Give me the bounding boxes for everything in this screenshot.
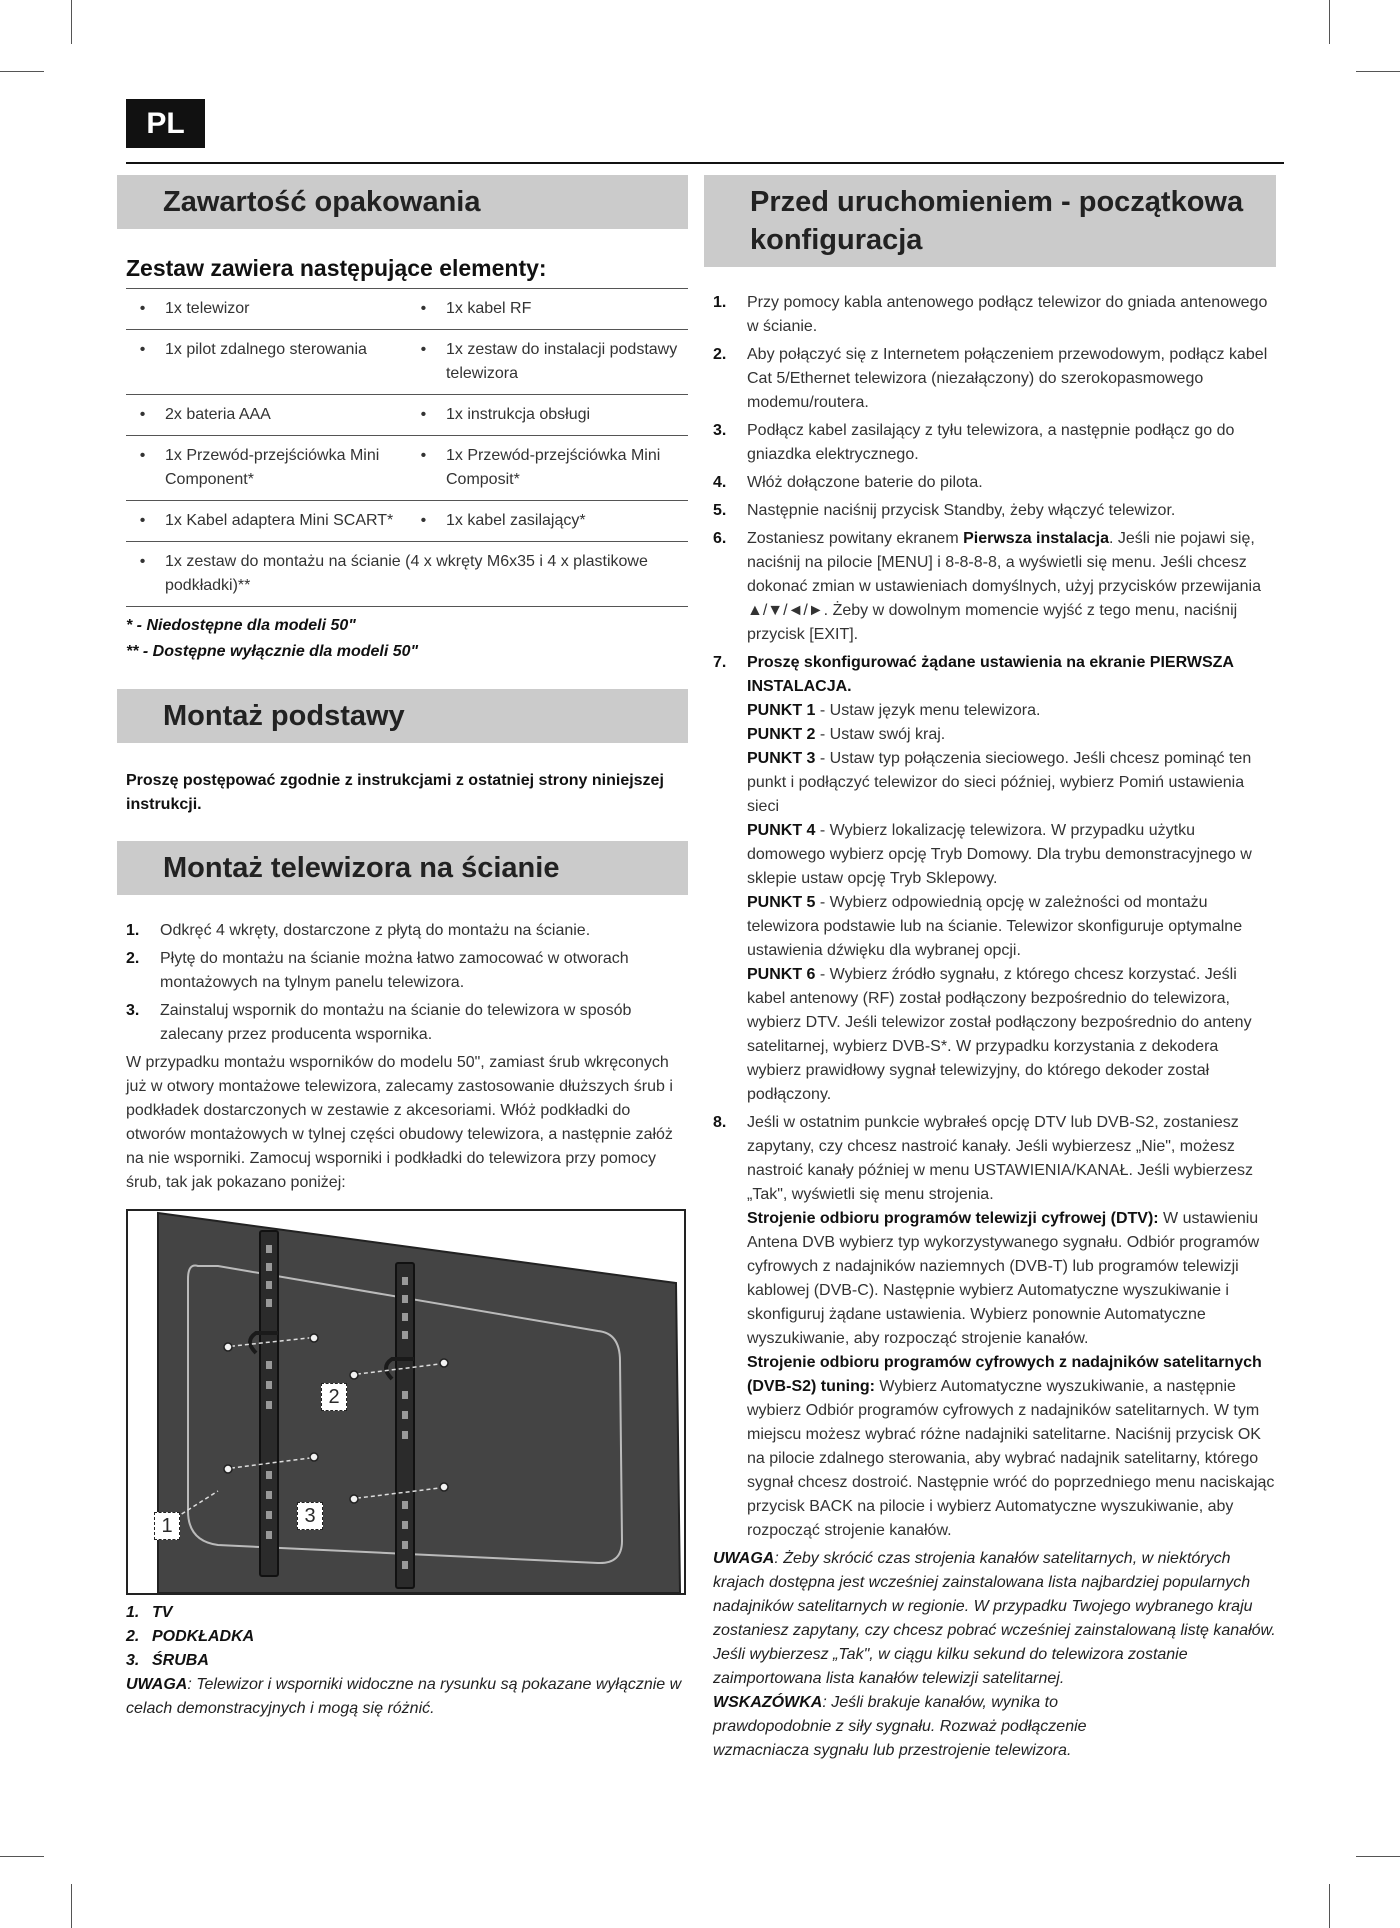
- callout-label-3: 3: [297, 1502, 323, 1530]
- table-row: [126, 436, 688, 501]
- step-heading: Proszę skonfigurować żądane ustawienia na ekranie PIERWSZA INSTALACJA.: [747, 654, 1234, 695]
- point-label: PUNKT 6: [747, 966, 816, 983]
- list-item: [713, 471, 1276, 495]
- footnote: ** - Dostępne wyłącznie dla modeli 50": [126, 643, 419, 660]
- point-text: - Ustaw typ połączenia sieciowego. Jeśli chcesz pominąć ten punkt i podłączyć telewizor do sieci później, wybierz Pomiń ustawienia sieci: [747, 750, 1252, 815]
- crop-mark: [0, 1856, 44, 1857]
- list-item: [713, 1111, 1276, 1543]
- point-label: PUNKT 2: [747, 726, 816, 743]
- bullet: •: [126, 289, 165, 330]
- point-5: [747, 891, 1276, 963]
- point-2: [747, 723, 1276, 747]
- table-row: [126, 542, 688, 607]
- tv-bracket-drawing: [128, 1211, 684, 1593]
- setup-steps: [713, 291, 1276, 1543]
- point-text: - Wybierz odpowiednią opcję w zależności od montażu telewizora podstawie lub na ścianie. Telewizor skonfiguruje optymalne ustawienia dźwięku dla wybranej opcji.: [747, 894, 1243, 959]
- table-cell: 1x kabel zasilający*: [446, 501, 688, 542]
- crop-mark: [1356, 71, 1400, 72]
- list-item: [713, 291, 1276, 339]
- step-emphasis: Pierwsza instalacja: [963, 530, 1109, 547]
- bullet: •: [407, 289, 446, 330]
- bullet: •: [126, 436, 165, 501]
- satellite-tuning: [747, 1351, 1276, 1543]
- point-label: PUNKT 4: [747, 822, 816, 839]
- bullet: •: [126, 501, 165, 542]
- table-cell: 1x kabel RF: [446, 289, 688, 330]
- subsection-label: Strojenie odbioru programów cyfrowych z nadajników satelitarnych (DVB-S2) tuning:: [747, 1354, 1262, 1395]
- step-text: Podłącz kabel zasilający z tyłu telewizora, a następnie podłącz go do gniazdka elektrycznego.: [747, 422, 1235, 463]
- tip-label: WSKAZÓWKA: [713, 1694, 823, 1711]
- step-text: Włóż dołączone baterie do pilota.: [747, 474, 983, 491]
- subsection-text: W ustawieniu Antena DVB wybierz typ wykorzystywanego sygnału. Odbiór programów cyfrowych z nadajników naziemnych (DVB-T) lub programów telewizji kablowej (DVB-C). Następnie wybierz Automatyczne wyszukiwanie i skonfiguruj żądane ustawienia. Wybierz ponownie Automatyczne wyszukiwanie, aby rozpocząć strojenie kanałów.: [747, 1210, 1260, 1347]
- legend-label: TV: [152, 1604, 173, 1621]
- stand-instructions: Proszę postępować zgodnie z instrukcjami z ostatniej strony niniejszej instrukcji.: [126, 772, 664, 813]
- point-1: [747, 699, 1276, 723]
- legend-item: [126, 1625, 688, 1649]
- point-text: - Wybierz lokalizację telewizora. W przypadku użytku domowego wybierz opcję Tryb Domowy. Dla trybu demonstracyjnego w sklepie ustaw opcję Tryb Sklepowy.: [747, 822, 1252, 887]
- point-text: - Wybierz źródło sygnału, z którego chcesz korzystać. Jeśli kabel antenowy (RF) został podłączony bezpośrednio do telewizora, wybierz DTV. Jeśli telewizor został podłączony bezpośrednio do anteny satelitarnej, wybierz DVB-S*. W przypadku korzystania z dekodera wybierz prawidłowy sygnał telewizyjny, do którego dekoder został podłączony.: [747, 966, 1252, 1103]
- step-text: Zainstaluj wspornik do montażu na ścianie do telewizora w sposób zalecany przez producenta wspornika.: [160, 1002, 632, 1043]
- crop-mark: [71, 0, 72, 44]
- crop-mark: [1329, 1884, 1330, 1928]
- step-number: 3.: [713, 422, 727, 439]
- legend-label: ŚRUBA: [152, 1652, 209, 1669]
- wall-mount-paragraph: W przypadku montażu wsporników do modelu 50", zamiast śrub wkręconych już w otwory montażowe telewizora, zalecamy zastosowanie dłuższych śrub i podkładek dostarczonych w zestawie z akcesoriami. Włóż podkładki do otworów montażowych w tylnej części obudowy telewizora, a następnie załóż na nie wsporniki. Zamocuj wsporniki i podkładki do telewizora przy pomocy śrub, tak jak pokazano poniżej:: [126, 1054, 673, 1191]
- table-cell: 1x Przewód-przejściówka Mini Composit*: [446, 436, 688, 501]
- kit-table: [126, 288, 688, 607]
- list-item: [713, 527, 1276, 647]
- bullet: •: [407, 436, 446, 501]
- list-item: [713, 343, 1276, 415]
- list-item: [713, 499, 1276, 523]
- wall-mount-steps: [126, 919, 688, 1047]
- legend-number: 3.: [126, 1652, 140, 1669]
- table-cell: 1x zestaw do montażu na ścianie (4 x wkręty M6x35 i 4 x plastikowe podkładki)**: [165, 542, 688, 607]
- note-text: : Telewizor i wsporniki widoczne na rysunku są pokazane wyłącznie w celach demonstracyjnych i mogą się różnić.: [126, 1676, 682, 1717]
- section-title-stand: Montaż podstawy: [117, 689, 688, 743]
- note-text: : Żeby skrócić czas strojenia kanałów satelitarnych, w niektórych krajach dostępna jest wcześniej zainstalowana lista najbardziej popularnych nadajników satelitarnych w regionie. W przypadku Twojego wybranego kraju zostaniesz zapytany, czy chcesz pobrać wcześniej zainstalowaną listę kanałów. Jeśli wybierzesz „Tak", w ciągu kilku sekund do telewizora zostanie zaimportowana lista kanałów telewizji satelitarnej.: [713, 1550, 1276, 1687]
- point-label: PUNKT 3: [747, 750, 816, 767]
- table-cell: 1x telewizor: [165, 289, 407, 330]
- bullet: •: [126, 395, 165, 436]
- legend-label: PODKŁADKA: [152, 1628, 255, 1645]
- note-label: UWAGA: [713, 1550, 775, 1567]
- legend-item: [126, 1601, 688, 1625]
- step-text: . Jeśli nie pojawi się, naciśnij na pilocie [MENU] i 8-8-8-8, a wyświetli się menu. Jeśli chcesz dokonać zmian w ustawieniach domyślnych, użyj przycisków przewijania ▲/▼/◄/►. Żeby w dowolnym momencie wyjść z tego menu, naciśnij przycisk [EXIT].: [747, 530, 1261, 643]
- step-number: 6.: [713, 530, 727, 547]
- step-text: Płytę do montażu na ścianie można łatwo zamocować w otworach montażowych na tylnym panelu telewizora.: [160, 950, 629, 991]
- callout-label-2: 2: [321, 1383, 347, 1411]
- table-cell: 1x Kabel adaptera Mini SCART*: [165, 501, 407, 542]
- point-text: - Ustaw język menu telewizora.: [815, 702, 1041, 719]
- step-number: 1.: [713, 294, 727, 311]
- bullet: •: [407, 395, 446, 436]
- step-text: Jeśli w ostatnim punkcie wybrałeś opcję DTV lub DVB-S2, zostaniesz zapytany, czy chcesz nastroić kanały. Jeśli wybierzesz „Nie", możesz nastroić kanały później w menu USTAWIENIA/KANAŁ. Jeśli wybierzesz „Tak", wyświetli się menu strojenia.: [747, 1114, 1253, 1203]
- right-column: [704, 175, 1276, 1763]
- subsection-label: Strojenie odbioru programów telewizji cyfrowej (DTV):: [747, 1210, 1159, 1227]
- step-text: Następnie naciśnij przycisk Standby, żeby włączyć telewizor.: [747, 502, 1176, 519]
- table-cell: 1x zestaw do instalacji podstawy telewizora: [446, 330, 688, 395]
- list-item: [126, 999, 688, 1047]
- crop-mark: [1356, 1856, 1400, 1857]
- section-title-initial-setup: Przed uruchomieniem - początkowa konfiguracja: [704, 175, 1276, 267]
- bullet: •: [126, 330, 165, 395]
- crop-mark: [0, 71, 44, 72]
- step-number: 2.: [126, 950, 140, 967]
- section-title-wall-mount: Montaż telewizora na ścianie: [117, 841, 688, 895]
- bullet: •: [407, 330, 446, 395]
- table-row: [126, 501, 688, 542]
- point-4: [747, 819, 1276, 891]
- dtv-tuning: [747, 1207, 1276, 1351]
- header-rule: [126, 162, 1284, 164]
- point-6: [747, 963, 1276, 1107]
- step-text: Odkręć 4 wkręty, dostarczone z płytą do montażu na ścianie.: [160, 922, 591, 939]
- left-column: [117, 175, 688, 1721]
- step-text: Aby połączyć się z Internetem połączeniem przewodowym, podłącz kabel Cat 5/Ethernet telewizora (niezałączony) do szerokopasmowego modemu/routera.: [747, 346, 1268, 411]
- figure-legend: [126, 1601, 688, 1673]
- crop-mark: [71, 1884, 72, 1928]
- footnote: * - Niedostępne dla modeli 50": [126, 617, 356, 634]
- crop-mark: [1329, 0, 1330, 44]
- satellite-note: [713, 1547, 1276, 1691]
- table-row: [126, 289, 688, 330]
- step-number: 2.: [713, 346, 727, 363]
- table-cell: 1x Przewód-przejściówka Mini Component*: [165, 436, 407, 501]
- list-item: [126, 919, 688, 943]
- step-number: 5.: [713, 502, 727, 519]
- figure-note: [126, 1673, 688, 1721]
- legend-number: 1.: [126, 1604, 140, 1621]
- step-number: 3.: [126, 1002, 140, 1019]
- language-badge: PL: [126, 99, 205, 148]
- list-item: [713, 419, 1276, 467]
- step-number: 7.: [713, 654, 727, 671]
- point-label: PUNKT 1: [747, 702, 816, 719]
- kit-heading: Zestaw zawiera następujące elementy:: [126, 255, 547, 281]
- step-number: 1.: [126, 922, 140, 939]
- bullet: •: [407, 501, 446, 542]
- table-cell: 2x bateria AAA: [165, 395, 407, 436]
- legend-number: 2.: [126, 1628, 140, 1645]
- table-cell: 1x pilot zdalnego sterowania: [165, 330, 407, 395]
- wall-mount-illustration: [126, 1209, 686, 1595]
- table-row: [126, 395, 688, 436]
- subsection-text: Wybierz Automatyczne wyszukiwanie, a następnie wybierz Odbiór programów cyfrowych z nadajników satelitarnych. W tym miejscu możesz wybrać różne nadajniki satelitarne. Naciśnij przycisk OK na pilocie zdalnego sterowania, aby wybrać nadajnik satelitarny, którego sygnał chcesz dostroić. Następnie wróć do poprzedniego menu naciskając przycisk BACK na pilocie i wybierz Automatyczne wyszukiwanie, aby rozpocząć strojenie kanałów.: [747, 1378, 1275, 1539]
- step-number: 8.: [713, 1114, 727, 1131]
- bullet: •: [126, 542, 165, 607]
- list-item: [713, 651, 1276, 1107]
- legend-item: [126, 1649, 688, 1673]
- table-row: [126, 330, 688, 395]
- callout-label-1: 1: [154, 1512, 180, 1540]
- tip-text: : Jeśli brakuje kanałów, wynika to prawdopodobnie z siły sygnału. Rozważ podłączenie wzmacniacza sygnału lub przestrojenie telewizora.: [713, 1694, 1087, 1759]
- point-3: [747, 747, 1276, 819]
- point-label: PUNKT 5: [747, 894, 816, 911]
- step-text: Przy pomocy kabla antenowego podłącz telewizor do gniada antenowego w ścianie.: [747, 294, 1268, 335]
- table-cell: 1x instrukcja obsługi: [446, 395, 688, 436]
- tip-note: [713, 1691, 1093, 1763]
- note-label: UWAGA: [126, 1676, 188, 1693]
- point-text: - Ustaw swój kraj.: [815, 726, 946, 743]
- step-text: Zostaniesz powitany ekranem: [747, 530, 964, 547]
- step-number: 4.: [713, 474, 727, 491]
- list-item: [126, 947, 688, 995]
- section-title-contents: Zawartość opakowania: [117, 175, 688, 229]
